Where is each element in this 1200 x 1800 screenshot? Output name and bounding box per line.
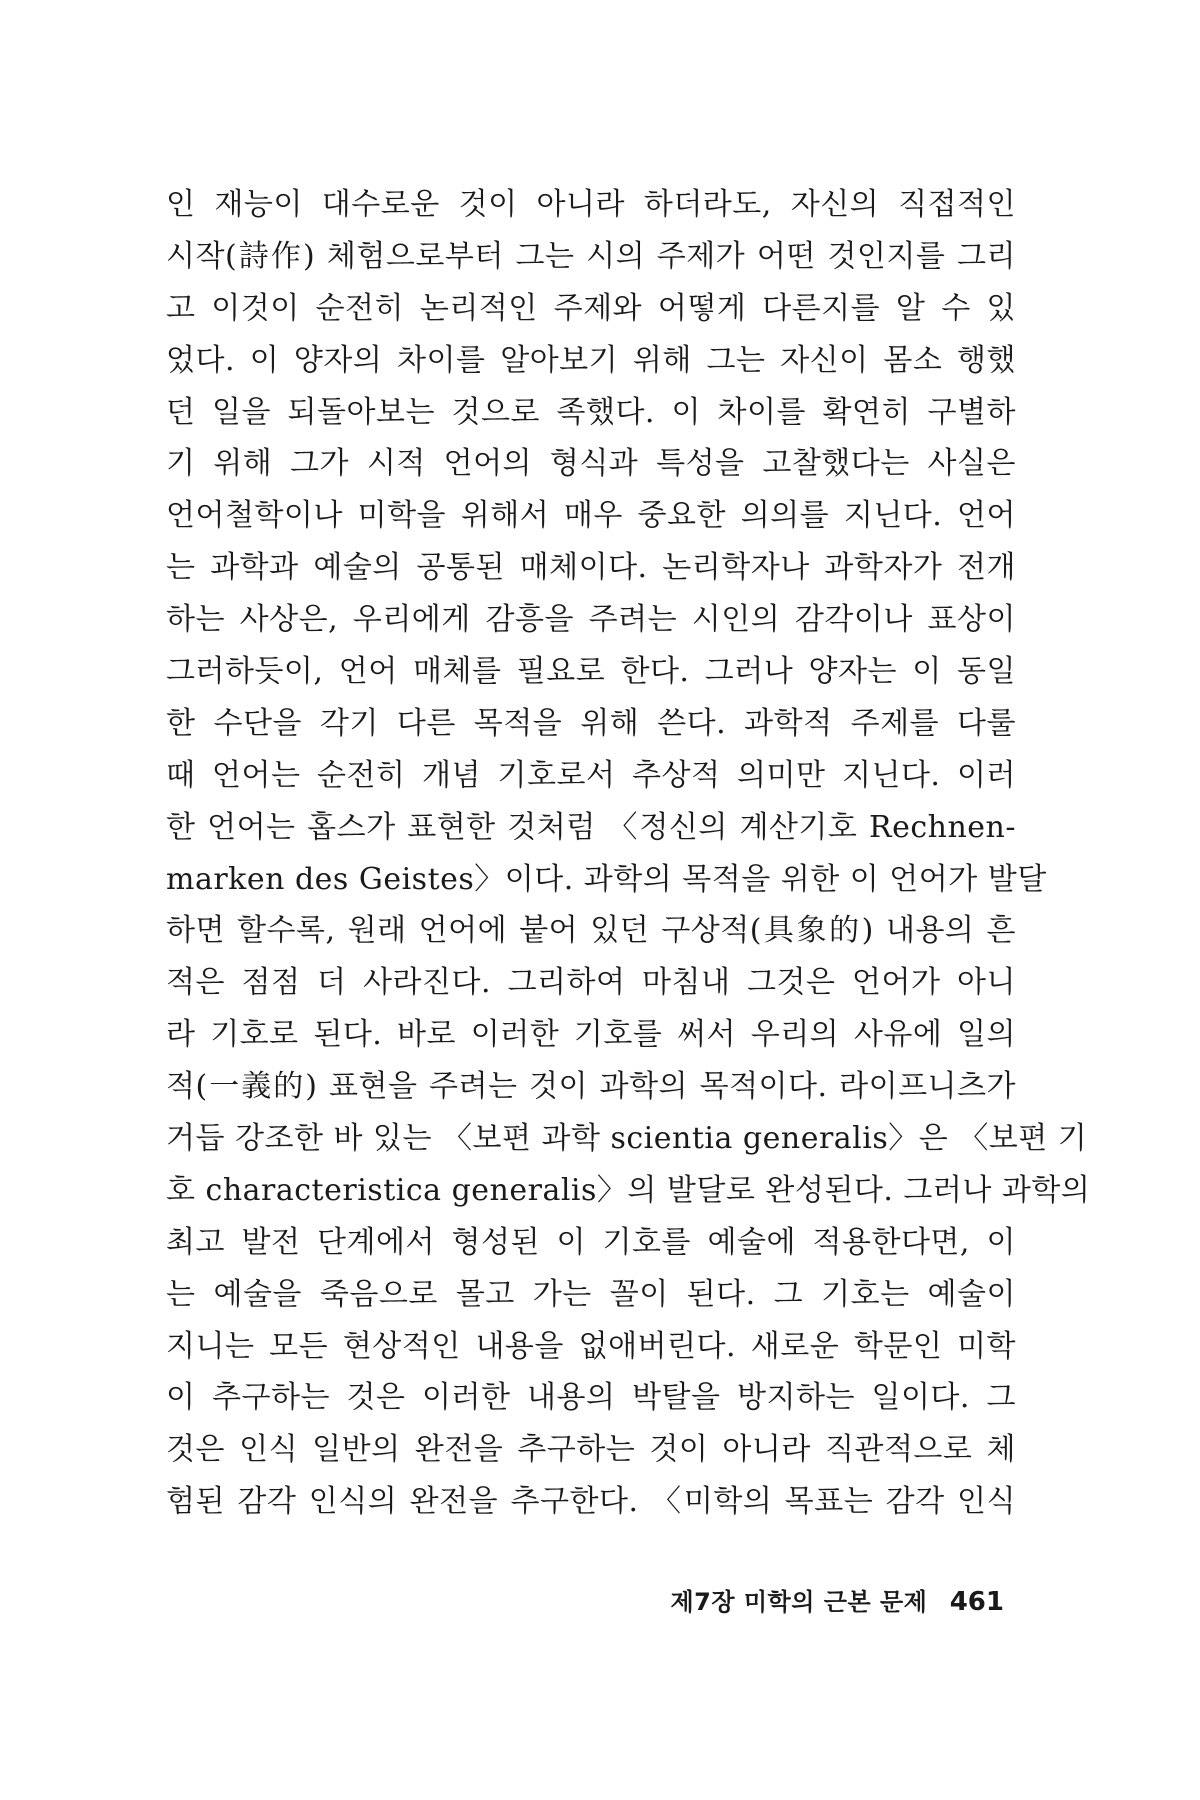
- text-line: 적은 점점 더 사라진다. 그리하여 마침내 그것은 언어가 아니: [166, 965, 1016, 1001]
- text-line: 하는 사상은, 우리에게 감흥을 주려는 시인의 감각이나 표상이: [166, 602, 1016, 638]
- text-line: 기 위해 그가 시적 언어의 형식과 특성을 고찰했다는 사실은: [166, 446, 1016, 482]
- text-line: 적(一義的) 표현을 주려는 것이 과학의 목적이다. 라이프니츠가: [166, 1069, 1016, 1105]
- body-text: [166, 179, 1091, 1528]
- text-line: 하면 할수록, 원래 언어에 붙어 있던 구상적(具象的) 내용의 흔: [166, 913, 1016, 949]
- chapter-title: 제7장 미학의 근본 문제: [670, 1588, 928, 1616]
- text-line: 거듭 강조한 바 있는 〈보편 과학 scientia generalis〉은 〈보편 기: [166, 1121, 1088, 1157]
- text-line: 라 기호로 된다. 바로 이러한 기호를 써서 우리의 사유에 일의: [166, 1017, 1016, 1053]
- text-line: marken des Geistes〉이다. 과학의 목적을 위한 이 언어가 발달: [166, 861, 1047, 897]
- text-line: 는 예술을 죽음으로 몰고 가는 꼴이 된다. 그 기호는 예술이: [166, 1276, 1016, 1312]
- text-line: 었다. 이 양자의 차이를 알아보기 위해 그는 자신이 몸소 행했: [166, 342, 1016, 378]
- text-line: 험된 감각 인식의 완전을 추구한다. 〈미학의 목표는 감각 인식: [166, 1484, 1016, 1520]
- text-line: 지니는 모든 현상적인 내용을 없애버린다. 새로운 학문인 미학: [166, 1328, 1016, 1364]
- text-line: 고 이것이 순전히 논리적인 주제와 어떻게 다른지를 알 수 있: [166, 290, 1016, 326]
- running-footer: [670, 1582, 1004, 1622]
- text-line: 최고 발전 단계에서 형성된 이 기호를 예술에 적용한다면, 이: [166, 1224, 1016, 1260]
- text-line: 던 일을 되돌아보는 것으로 족했다. 이 차이를 확연히 구별하: [166, 394, 1016, 430]
- page-number: 461: [949, 1587, 1004, 1617]
- text-line: 인 재능이 대수로운 것이 아니라 하더라도, 자신의 직접적인: [166, 187, 1016, 222]
- text-line: 시작(詩作) 체험으로부터 그는 시의 주제가 어떤 것인지를 그리: [166, 238, 1016, 274]
- text-line: 호 characteristica generalis〉의 발달로 완성된다. 그러나 과학의: [166, 1172, 1091, 1208]
- text-line: 한 언어는 홉스가 표현한 것처럼 〈정신의 계산기호 Rechnen-: [166, 809, 1016, 845]
- text-line: 그러하듯이, 언어 매체를 필요로 한다. 그러나 양자는 이 동일: [166, 654, 1016, 690]
- text-line: 한 수단을 각기 다른 목적을 위해 쓴다. 과학적 주제를 다룰: [166, 705, 1016, 741]
- text-line: 이 추구하는 것은 이러한 내용의 박탈을 방지하는 일이다. 그: [166, 1380, 1016, 1416]
- text-line: 때 언어는 순전히 개념 기호로서 추상적 의미만 지닌다. 이러: [166, 757, 1016, 793]
- text-line: 는 과학과 예술의 공통된 매체이다. 논리학자나 과학자가 전개: [166, 550, 1016, 586]
- text-line: 것은 인식 일반의 완전을 추구하는 것이 아니라 직관적으로 체: [166, 1432, 1016, 1468]
- text-line: 언어철학이나 미학을 위해서 매우 중요한 의의를 지닌다. 언어: [166, 498, 1016, 534]
